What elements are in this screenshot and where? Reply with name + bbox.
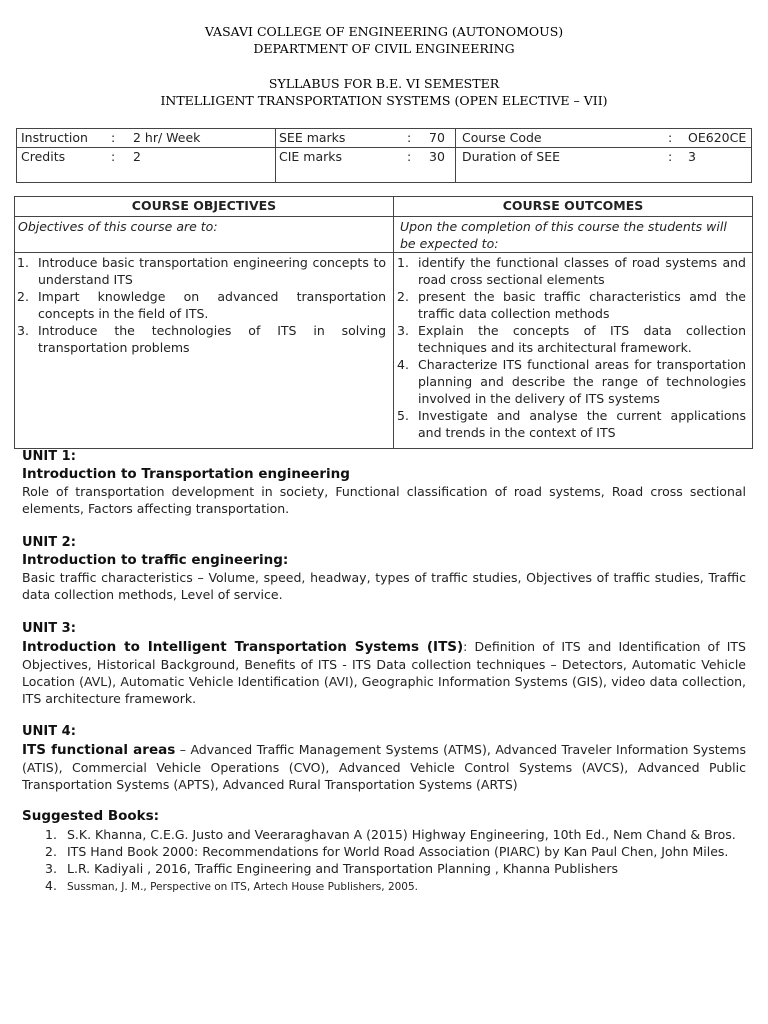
book-item-number: 4.: [45, 878, 57, 893]
outcome-item-text: present the basic traffic characteristics amd the traffic data collection methods: [418, 289, 746, 321]
objective-item-number: 1.: [17, 255, 29, 270]
book-item: [22, 877, 746, 896]
unit-3-label: UNIT 3:: [22, 621, 76, 636]
objective-item-number: 3.: [17, 323, 29, 338]
book-item-text: L.R. Kadiyali , 2016, Traffic Engineering and Transportation Planning , Khanna Publishers: [67, 861, 618, 876]
outcome-item-number: 3.: [397, 323, 409, 338]
outcome-item: [396, 254, 746, 288]
duration-value: 3: [688, 149, 696, 164]
department-name: DEPARTMENT OF CIVIL ENGINEERING: [253, 41, 515, 56]
see-marks-value: 70: [429, 130, 445, 145]
outcome-item-text: identify the functional classes of road systems and road cross sectional elements: [418, 255, 746, 287]
outcome-item-text: Characterize ITS functional areas for transportation planning and describe the range of technologies involved in the delivery of ITS systems: [418, 357, 746, 406]
unit-3-body: : Definition of ITS and Identification of ITS Objectives, Historical Background, Benefits of ITS - ITS Data collection techniques – Detectors, Automatic Vehicle Location (AVL), Automatic Vehicle Identification (AVI), Geographic Information Systems (GIS), video data collection, ITS architecture framework.: [22, 639, 746, 706]
outcomes-intro: Upon the completion of this course the students will be expected to:: [400, 219, 727, 251]
outcome-item-number: 4.: [397, 357, 409, 372]
objective-item-text: Introduce the technologies of ITS in solving transportation problems: [38, 323, 386, 355]
course-code-label: Course Code: [462, 130, 542, 145]
unit-1-body: Role of transportation development in society, Functional classification of road systems, Road cross sectional elements, Factors affecting transportation.: [22, 484, 746, 516]
outcome-item: [396, 288, 746, 322]
books-list: [22, 826, 746, 896]
unit-3-title: Introduction to Intelligent Transportation Systems (ITS): [22, 639, 464, 655]
objectives-outcomes-table: [14, 196, 753, 449]
separator: :: [111, 149, 116, 164]
objectives-list: [16, 254, 386, 356]
outcome-item: [396, 322, 746, 356]
unit-4-label: UNIT 4:: [22, 724, 76, 739]
outcome-item-number: 1.: [397, 255, 409, 270]
books-heading: Suggested Books:: [22, 808, 160, 824]
objective-item-text: Impart knowledge on advanced transportation concepts in the field of ITS.: [38, 289, 386, 321]
unit-2-label: UNIT 2:: [22, 535, 76, 550]
outcome-item-number: 5.: [397, 408, 409, 423]
course-info-table: [16, 128, 752, 183]
book-item-number: 3.: [45, 861, 57, 876]
book-item-text: Sussman, J. M., Perspective on ITS, Artech House Publishers, 2005.: [67, 881, 419, 893]
objective-item: [16, 322, 386, 356]
unit-3-paragraph: [22, 638, 746, 707]
info-col-marks: [275, 129, 456, 182]
objective-item-number: 2.: [17, 289, 29, 304]
outcome-item-text: Explain the concepts of ITS data collection techniques and its architectural framework.: [418, 323, 746, 355]
unit-2-title: Introduction to traffic engineering:: [22, 552, 289, 568]
objective-item: [16, 288, 386, 322]
separator: :: [668, 149, 673, 164]
separator: :: [111, 130, 116, 145]
unit-1-label: UNIT 1:: [22, 449, 76, 464]
book-item-number: 2.: [45, 844, 57, 859]
outcomes-heading: COURSE OUTCOMES: [502, 198, 644, 213]
separator: :: [407, 130, 412, 145]
unit-4-title: ITS functional areas: [22, 742, 176, 758]
instruction-label: Instruction: [21, 130, 88, 145]
separator: :: [407, 149, 412, 164]
college-name: VASAVI COLLEGE OF ENGINEERING (AUTONOMOUS): [204, 24, 564, 39]
outcome-item: [396, 407, 746, 441]
row-divider: [15, 252, 752, 253]
syllabus-title: SYLLABUS FOR B.E. VI SEMESTER: [268, 76, 500, 91]
outcome-item: [396, 356, 746, 407]
credits-value: 2: [133, 149, 141, 164]
separator: :: [668, 130, 673, 145]
course-code-value: OE620CE: [688, 130, 747, 145]
book-item: [22, 843, 746, 860]
course-title: INTELLIGENT TRANSPORTATION SYSTEMS (OPEN ELECTIVE – VII): [160, 93, 608, 108]
info-col-instruction: [17, 129, 276, 182]
unit-2-body: Basic traffic characteristics – Volume, speed, headway, types of traffic studies, Objectives of traffic studies, Traffic data collection methods, Level of service.: [22, 570, 746, 602]
column-divider: [393, 197, 394, 448]
book-item-number: 1.: [45, 827, 57, 842]
duration-label: Duration of SEE: [462, 149, 561, 164]
book-item: [22, 860, 746, 877]
objective-item-text: Introduce basic transportation engineering concepts to understand ITS: [38, 255, 386, 287]
books-section: [22, 826, 746, 896]
outcome-item-number: 2.: [397, 289, 409, 304]
instruction-value: 2 hr/ Week: [133, 130, 201, 145]
book-item-text: S.K. Khanna, C.E.G. Justo and Veeraraghavan A (2015) Highway Engineering, 10th Ed., Nem Chand & Bros.: [67, 827, 736, 842]
credits-label: Credits: [21, 149, 66, 164]
unit-4-paragraph: [22, 741, 746, 793]
cie-marks-label: CIE marks: [279, 149, 343, 164]
outcomes-list: [396, 254, 746, 441]
objectives-heading: COURSE OBJECTIVES: [131, 198, 277, 213]
objective-item: [16, 254, 386, 288]
see-marks-label: SEE marks: [279, 130, 346, 145]
unit-4-body: – Advanced Traffic Management Systems (ATMS), Advanced Traveler Information Systems (ATIS), Commercial Vehicle Operations (CVO), Advanced Vehicle Control Systems (AVCS), Advanced Public Transportation Systems (APTS), Advanced Rural Transportation Systems (ARTS): [22, 742, 746, 792]
unit-1-title: Introduction to Transportation engineering: [22, 466, 350, 482]
info-col-code: [456, 129, 752, 182]
book-item: [22, 826, 746, 843]
row-divider: [15, 216, 752, 217]
cie-marks-value: 30: [429, 149, 445, 164]
book-item-text: ITS Hand Book 2000: Recommendations for World Road Association (PIARC) by Kan Paul Chen, John Miles.: [67, 844, 729, 859]
objectives-intro: Objectives of this course are to:: [18, 219, 218, 234]
outcome-item-text: Investigate and analyse the current applications and trends in the context of ITS: [418, 408, 746, 440]
